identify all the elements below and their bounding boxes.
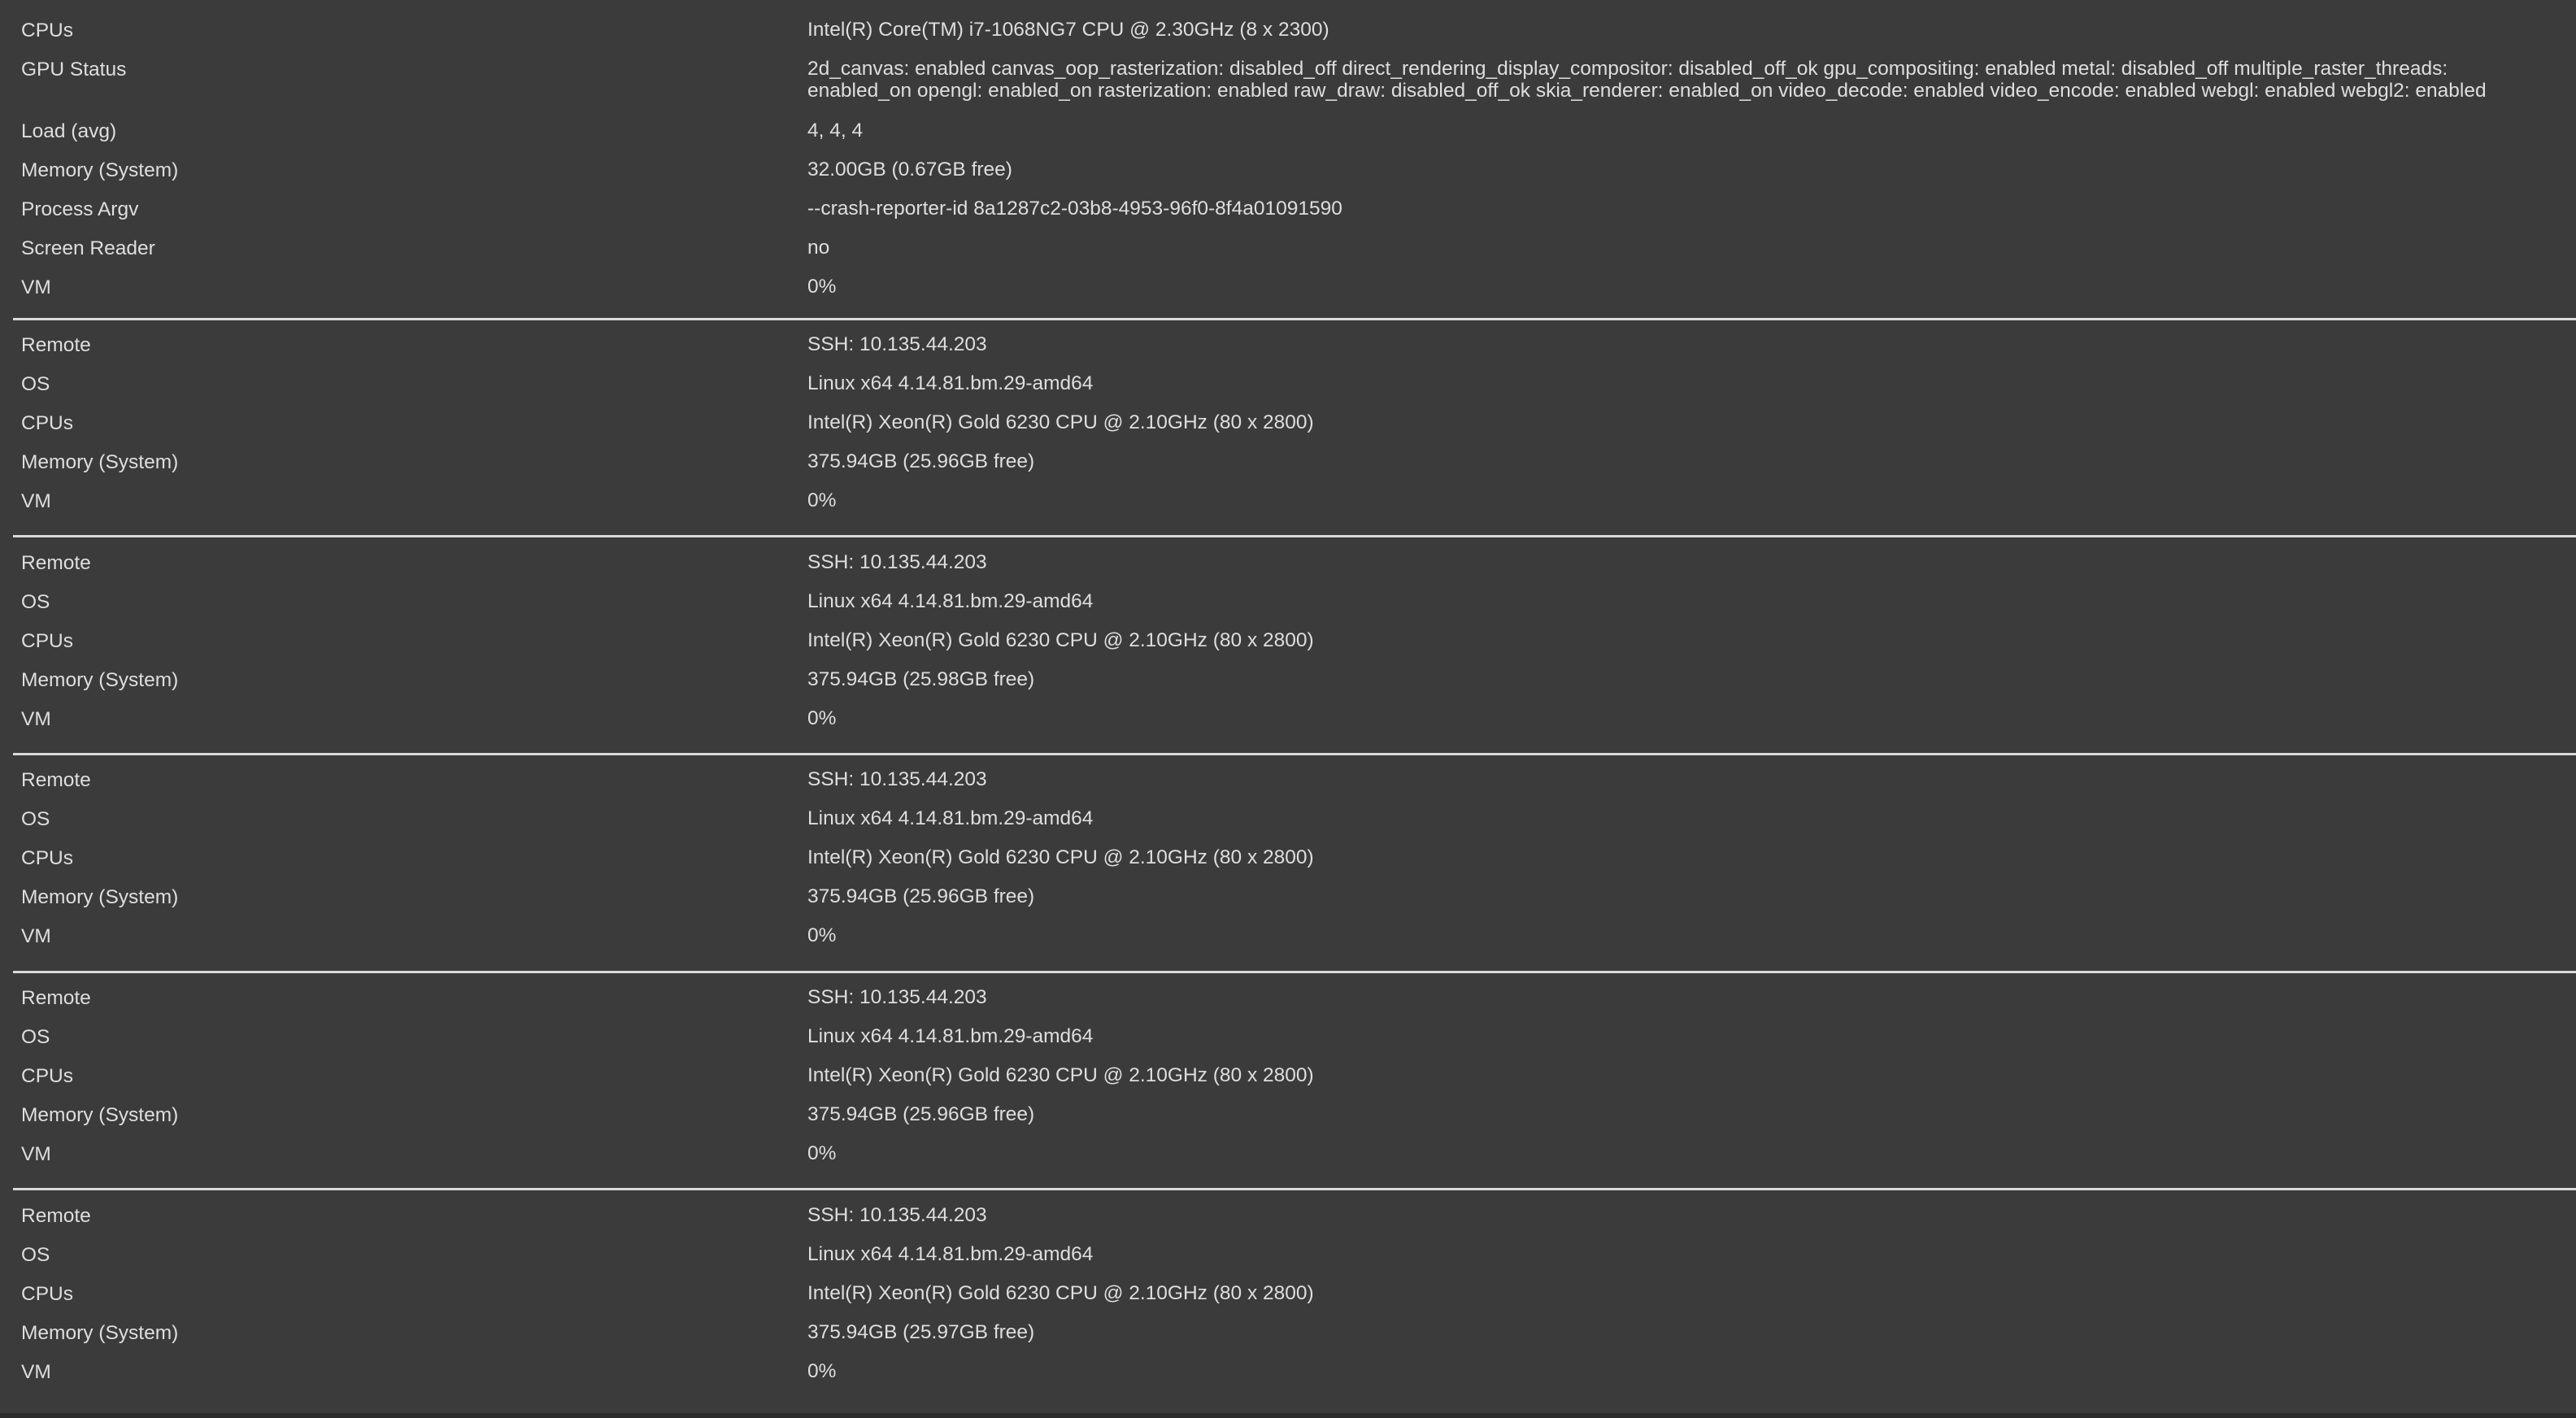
info-value: SSH: 10.135.44.203 xyxy=(807,986,987,1008)
info-row-os xyxy=(0,1017,2576,1056)
info-key: Memory (System) xyxy=(21,1322,179,1344)
info-row-cpus xyxy=(0,621,2576,660)
info-value: SSH: 10.135.44.203 xyxy=(807,551,987,573)
info-row-memory xyxy=(0,152,2576,191)
info-row-load xyxy=(0,113,2576,152)
info-row-os xyxy=(0,364,2576,403)
info-row-vm xyxy=(0,699,2576,738)
info-key: VM xyxy=(21,925,51,947)
info-value: 0% xyxy=(807,707,837,729)
info-key: Remote xyxy=(21,1205,91,1227)
info-value: 375.94GB (25.96GB free) xyxy=(807,450,1035,472)
info-row-vm xyxy=(0,1352,2576,1391)
info-value: Intel(R) Xeon(R) Gold 6230 CPU @ 2.10GHz (80 x 2800) xyxy=(807,846,1314,868)
info-key: Memory (System) xyxy=(21,159,179,181)
info-value: Linux x64 4.14.81.bm.29-amd64 xyxy=(807,372,1094,394)
info-value: 0% xyxy=(807,1142,837,1164)
info-row-cpus xyxy=(0,12,2576,51)
info-value: SSH: 10.135.44.203 xyxy=(807,1204,987,1226)
info-row-os xyxy=(0,582,2576,621)
info-key: OS xyxy=(21,808,50,830)
info-key: Process Argv xyxy=(21,198,139,220)
info-key: VM xyxy=(21,276,51,298)
info-value: Linux x64 4.14.81.bm.29-amd64 xyxy=(807,1243,1094,1265)
info-value: Linux x64 4.14.81.bm.29-amd64 xyxy=(807,807,1094,829)
info-value: 375.94GB (25.98GB free) xyxy=(807,668,1035,690)
section-divider xyxy=(13,1188,2576,1190)
info-value: 0% xyxy=(807,924,837,946)
info-row-remote xyxy=(0,325,2576,364)
info-row-memory xyxy=(0,877,2576,916)
section-divider xyxy=(13,753,2576,755)
info-row-cpus xyxy=(0,403,2576,442)
info-value: 32.00GB (0.67GB free) xyxy=(807,159,1012,181)
info-row-cpus xyxy=(0,1274,2576,1313)
info-row-vm xyxy=(0,1134,2576,1173)
section-divider xyxy=(13,971,2576,973)
section-divider xyxy=(13,318,2576,320)
section-divider xyxy=(13,535,2576,537)
info-key: OS xyxy=(21,591,50,613)
info-value: Linux x64 4.14.81.bm.29-amd64 xyxy=(807,590,1094,612)
info-row-vm xyxy=(0,916,2576,955)
info-value: no xyxy=(807,237,830,259)
info-value: 375.94GB (25.96GB free) xyxy=(807,1103,1035,1125)
info-value: Intel(R) Xeon(R) Gold 6230 CPU @ 2.10GHz (80 x 2800) xyxy=(807,411,1314,433)
info-row-os xyxy=(0,1235,2576,1274)
info-value: SSH: 10.135.44.203 xyxy=(807,768,987,790)
info-key: VM xyxy=(21,708,51,730)
info-key: Screen Reader xyxy=(21,237,155,259)
info-row-gpu-status xyxy=(0,51,2576,113)
info-value: Intel(R) Core(TM) i7-1068NG7 CPU @ 2.30GHz (8 x 2300) xyxy=(807,19,1329,41)
info-row-remote xyxy=(0,978,2576,1017)
info-key: CPUs xyxy=(21,20,73,41)
info-key: Memory (System) xyxy=(21,886,179,908)
info-row-process-argv xyxy=(0,191,2576,230)
info-key: Memory (System) xyxy=(21,451,179,473)
info-value: Linux x64 4.14.81.bm.29-amd64 xyxy=(807,1025,1094,1047)
bottom-edge xyxy=(0,1413,2576,1418)
info-row-memory xyxy=(0,1095,2576,1134)
info-value: Intel(R) Xeon(R) Gold 6230 CPU @ 2.10GHz (80 x 2800) xyxy=(807,1064,1314,1086)
info-value: 375.94GB (25.96GB free) xyxy=(807,885,1035,907)
info-row-cpus xyxy=(0,1056,2576,1095)
info-key: OS xyxy=(21,1244,50,1266)
info-row-cpus xyxy=(0,838,2576,877)
info-value: 0% xyxy=(807,276,837,298)
info-key: Load (avg) xyxy=(21,120,117,142)
info-value: 2d_canvas: enabled canvas_oop_rasterization: disabled_off direct_rendering_display_compositor: disabled_off_ok gpu_compositing: enabled metal: disabled_off multiple_raster_threads: enabled_on opengl: enabled_on rasterization: enabled raw_draw: disabled_off_ok skia_renderer: enabled_on video_decode: enabled video_encode: enabled webgl: enabled webgl2: enabled xyxy=(807,58,2487,102)
info-key: Remote xyxy=(21,552,91,574)
info-row-remote xyxy=(0,760,2576,799)
info-key: GPU Status xyxy=(21,59,127,80)
info-key: CPUs xyxy=(21,1065,73,1087)
info-key: Remote xyxy=(21,987,91,1009)
info-value: 375.94GB (25.97GB free) xyxy=(807,1321,1035,1343)
info-value: Intel(R) Xeon(R) Gold 6230 CPU @ 2.10GHz (80 x 2800) xyxy=(807,1282,1314,1304)
info-value: SSH: 10.135.44.203 xyxy=(807,333,987,355)
info-value: 4, 4, 4 xyxy=(807,120,864,141)
info-key: VM xyxy=(21,1361,51,1383)
info-key: OS xyxy=(21,1026,50,1048)
info-value: 0% xyxy=(807,1360,837,1382)
info-key: CPUs xyxy=(21,412,73,434)
info-row-vm xyxy=(0,269,2576,308)
info-row-vm xyxy=(0,481,2576,520)
info-key: Memory (System) xyxy=(21,1104,179,1126)
info-row-memory xyxy=(0,660,2576,699)
info-key: VM xyxy=(21,1143,51,1165)
info-row-os xyxy=(0,799,2576,838)
info-value: 0% xyxy=(807,489,837,511)
info-key: Remote xyxy=(21,769,91,791)
info-row-memory xyxy=(0,1313,2576,1352)
info-row-memory xyxy=(0,442,2576,481)
info-key: VM xyxy=(21,490,51,512)
info-value: --crash-reporter-id 8a1287c2-03b8-4953-96f0-8f4a01091590 xyxy=(807,198,1342,220)
info-key: OS xyxy=(21,373,50,395)
info-row-remote xyxy=(0,543,2576,582)
info-key: Remote xyxy=(21,334,91,356)
info-key: CPUs xyxy=(21,1283,73,1305)
info-key: CPUs xyxy=(21,847,73,869)
info-key: Memory (System) xyxy=(21,669,179,691)
info-value: Intel(R) Xeon(R) Gold 6230 CPU @ 2.10GHz (80 x 2800) xyxy=(807,629,1314,651)
info-row-remote xyxy=(0,1196,2576,1235)
info-row-screen-reader xyxy=(0,230,2576,269)
info-key: CPUs xyxy=(21,630,73,652)
